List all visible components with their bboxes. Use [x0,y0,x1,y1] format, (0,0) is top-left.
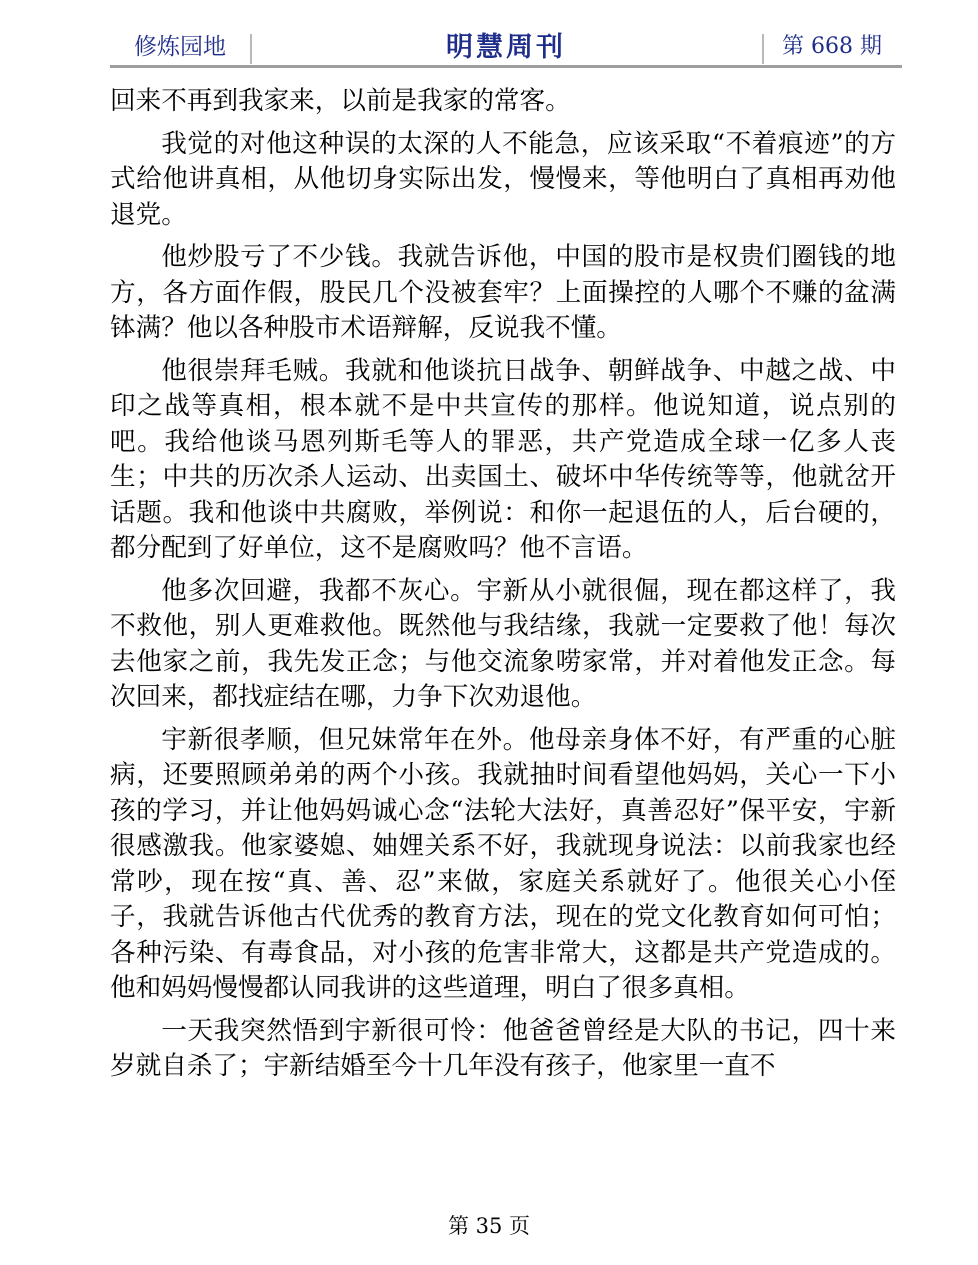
section-name: 修炼园地 [134,33,226,60]
paragraph: 他很崇拜毛贼。我就和他谈抗日战争、朝鲜战争、中越之战、中印之战等真相，根本就不是中共宣传的那样。他说知道，说点别的吧。我给他谈马恩列斯毛等人的罪恶，共产党造成全球一亿多人丧生；中共的历次杀人运动、出卖国土、破坏中华传统等等，他就岔开话题。我和他谈中共腐败，举例说：和你一起退伍的人，后台硬的，都分配到了好单位，这不是腐败吗？他不言语。 [110,355,896,563]
publication-title: 明慧周刊 [446,31,566,63]
header-rule [110,65,902,68]
issue-number: 第 668 期 [782,33,882,59]
paragraph: 回来不再到我家来，以前是我家的常客。 [110,86,571,116]
paragraph: 宇新很孝顺，但兄妹常年在外。他母亲身体不好，有严重的心脏病，还要照顾弟弟的两个小孩。我就抽时间看望他妈妈，关心一下小孩的学习，并让他妈妈诚心念“法轮大法好，真善忍好”保平安，宇新很感激我。他家婆媳、妯娌关系不好，我就现身说法：以前我家也经常吵，现在按“真、善、忍”来做，家庭关系就好了。他很关心小侄子，我就告诉他古代优秀的教育方法，现在的党文化教育如何可怕；各种污染、有毒食品，对小孩的危害非常大，这都是共产党造成的。他和妈妈慢慢都认同我讲的这些道理，明白了很多真相。 [110,724,896,1003]
paragraph: 我觉的对他这种误的太深的人不能急，应该采取“不着痕迹”的方式给他讲真相，从他切身实际出发，慢慢来，等他明白了真相再劝他退党。 [110,128,896,230]
article-body [110,84,896,1092]
paragraph: 一天我突然悟到宇新很可怜：他爸爸曾经是大队的书记，四十来岁就自杀了；宇新结婚至今十几年没有孩子，他家里一直不 [110,1015,896,1081]
paragraph: 他炒股亏了不少钱。我就告诉他，中国的股市是权贵们圈钱的地方，各方面作假，股民几个没被套牢？上面操控的人哪个不赚的盆满钵满？他以各种股市术语辩解，反说我不懂。 [110,242,896,343]
page-number: 第 35 页 [447,1214,531,1238]
page-header [110,22,902,66]
paragraph: 他多次回避，我都不灰心。宇新从小就很倔，现在都这样了，我不救他，别人更难救他。既然他与我结缘，我就一定要救了他！每次去他家之前，我先发正念；与他交流象唠家常，并对着他发正念。每次回来，都找症结在哪，力争下次劝退他。 [110,575,896,712]
